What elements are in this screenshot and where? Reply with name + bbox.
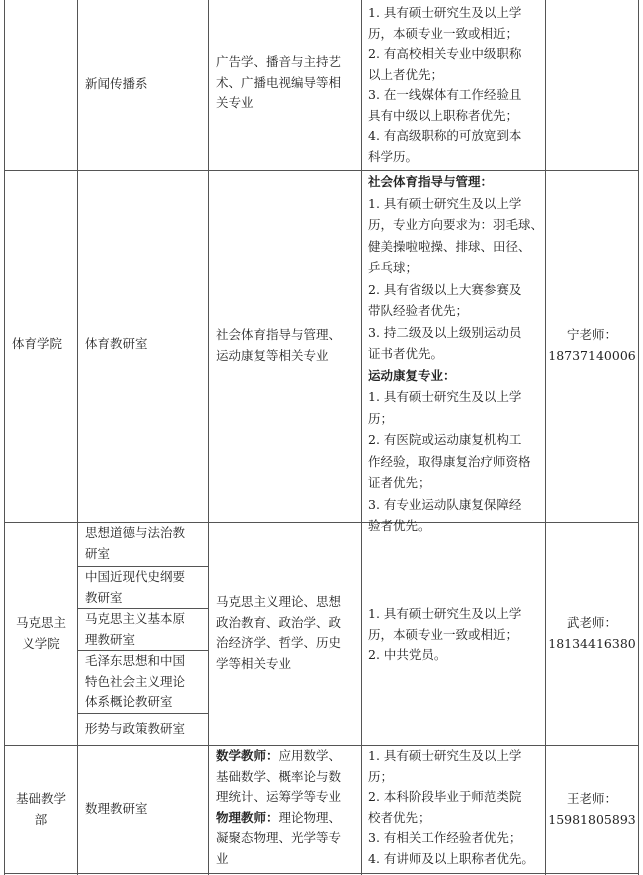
text-line: 特色社会主义理论 [85, 673, 186, 689]
text-line: 运动康复等相关专业 [216, 347, 329, 363]
text-line: 体育学院 [12, 336, 63, 351]
contact-name: 宁老师： [566, 327, 617, 342]
text-line: 数理教研室 [85, 801, 148, 816]
text-line: 应用数学、 [278, 748, 342, 763]
dept-name-text: 新闻传播系 [85, 76, 148, 91]
text-line: 义学院 [22, 635, 60, 651]
text-line: 健美操啦啦操、排球、田径、 [368, 238, 531, 254]
text-line: 关专业 [216, 95, 254, 110]
grid-line [545, 0, 546, 875]
contact-phone: 18737140006 [548, 347, 636, 363]
grid-line [77, 713, 209, 714]
text-line: 马克思主 [15, 615, 66, 630]
text-line: 基础教学 [15, 791, 66, 806]
text-line: 2. 有医院或运动康复机构工 [368, 432, 522, 447]
contact [546, 613, 638, 654]
text-line: 3. 在一线媒体有工作经验且 [368, 87, 522, 102]
dept-name [85, 523, 185, 564]
contact [546, 325, 638, 366]
grid-line [638, 0, 639, 875]
text-line: 马克思主义理论、思想 [216, 594, 342, 609]
dept-name [85, 74, 148, 95]
text-line: 教研室 [85, 589, 123, 605]
text-line: 业 [216, 850, 229, 866]
section-title: 物理教师： [216, 809, 279, 825]
text-line: 1. 具有硕士研究生及以上学 [368, 5, 522, 20]
text-line: 证者优先； [368, 475, 431, 490]
text-line: 思想道德与法治教 [85, 525, 186, 540]
dept-name [85, 334, 148, 355]
text-line: 研室 [85, 545, 111, 561]
section-title: 数学教师： [216, 748, 279, 763]
section-title: 社会体育指导与管理： [368, 174, 494, 189]
college-name [5, 613, 77, 654]
text-line: 证书者优先。 [368, 346, 444, 361]
dept-name [85, 719, 185, 740]
grid-line [361, 0, 362, 875]
text-line: 具有中级以上职称者优先； [368, 107, 519, 123]
text-line: 1. 具有硕士研究生及以上学 [368, 195, 522, 211]
grid-line [77, 0, 78, 875]
text-line: 毛泽东思想和中国 [85, 653, 186, 668]
text-line: 带队经验者优先； [368, 303, 469, 318]
section-title: 运动康复专业： [368, 367, 456, 383]
grid-line [4, 170, 639, 171]
dept-name [85, 567, 185, 608]
dept-name [85, 609, 185, 650]
major-requirements [216, 746, 341, 869]
contact [546, 789, 638, 830]
text-line: 形势与政策教研室 [85, 721, 186, 736]
text-line: 历，专业方向要求为：羽毛球、 [368, 217, 544, 232]
text-line: 乒乓球； [368, 260, 419, 275]
text-line: 马克思主义基本原 [85, 611, 186, 626]
text-line: 4. 有高级职称的可放宽到本 [368, 128, 522, 143]
major-requirements [216, 325, 341, 366]
contact-phone: 18134416380 [548, 635, 636, 651]
dept-name [85, 651, 185, 713]
major-requirements [216, 592, 341, 674]
text-line: 3. 持二级及以上级别运动员 [368, 324, 522, 340]
college-name [12, 334, 62, 355]
major-requirements [216, 52, 341, 114]
text-line: 2. 本科阶段毕业于师范类院 [368, 789, 522, 804]
text-line: 中国近现代史纲要 [85, 569, 186, 584]
text-line: 3. 有相关工作经验者优先； [368, 830, 522, 845]
text-line: 1. 具有硕士研究生及以上学 [368, 748, 522, 763]
text-line: 体育教研室 [85, 336, 148, 351]
text-line: 2. 有高校相关专业中级职称 [368, 46, 522, 61]
text-line: 术、广播电视编导等相 [216, 74, 342, 90]
text-line: 以上者优先； [368, 66, 444, 82]
text-line: 基础数学、概率论与数 [216, 768, 342, 784]
text-line: 科学历。 [368, 148, 419, 164]
text-line: 3. 有专业运动队康复保障经 [368, 496, 522, 512]
text-line: 学等相关专业 [216, 655, 292, 671]
college-name [5, 789, 77, 830]
text-line: 2. 具有省级以上大赛参赛及 [368, 281, 522, 297]
text-line: 作经验，取得康复治疗师资格 [368, 453, 531, 469]
grid-line [4, 0, 5, 875]
text-line: 历； [368, 768, 394, 784]
text-line: 政治教育、政治学、政 [216, 614, 342, 630]
other-requirements [368, 746, 534, 869]
grid-line [4, 873, 639, 874]
text-line: 理论物理、 [278, 809, 342, 825]
text-line: 理统计、运筹学等专业 [216, 789, 342, 804]
text-line: 历，本硕专业一致或相近； [368, 626, 519, 642]
text-line: 校者优先； [368, 809, 431, 825]
text-line: 验者优先。 [368, 518, 431, 533]
text-line: 2. 中共党员。 [368, 647, 447, 662]
grid-line [208, 0, 209, 875]
text-line: 1. 具有硕士研究生及以上学 [368, 389, 522, 404]
text-line: 4. 有讲师及以上职称者优先。 [368, 850, 534, 866]
text-line: 部 [34, 811, 48, 827]
text-line: 体系概论教研室 [85, 694, 173, 709]
contact-phone: 15981805893 [548, 811, 636, 827]
dept-name [85, 799, 148, 820]
text-line: 社会体育指导与管理、 [216, 327, 342, 342]
contact-name: 王老师： [566, 791, 617, 806]
other-requirements [368, 604, 521, 666]
text-line: 凝聚态物理、光学等专 [216, 830, 342, 845]
text-line: 历； [368, 410, 394, 426]
contact-name: 武老师： [566, 615, 617, 630]
text-line: 历，本硕专业一致或相近； [368, 25, 519, 41]
text-line: 1. 具有硕士研究生及以上学 [368, 606, 522, 621]
text-line: 理教研室 [85, 631, 136, 647]
text-line: 治经济学、哲学、历史 [216, 635, 342, 650]
other-requirements [368, 171, 543, 537]
other-requirements [368, 3, 521, 167]
text-line: 广告学、播音与主持艺 [216, 54, 342, 69]
